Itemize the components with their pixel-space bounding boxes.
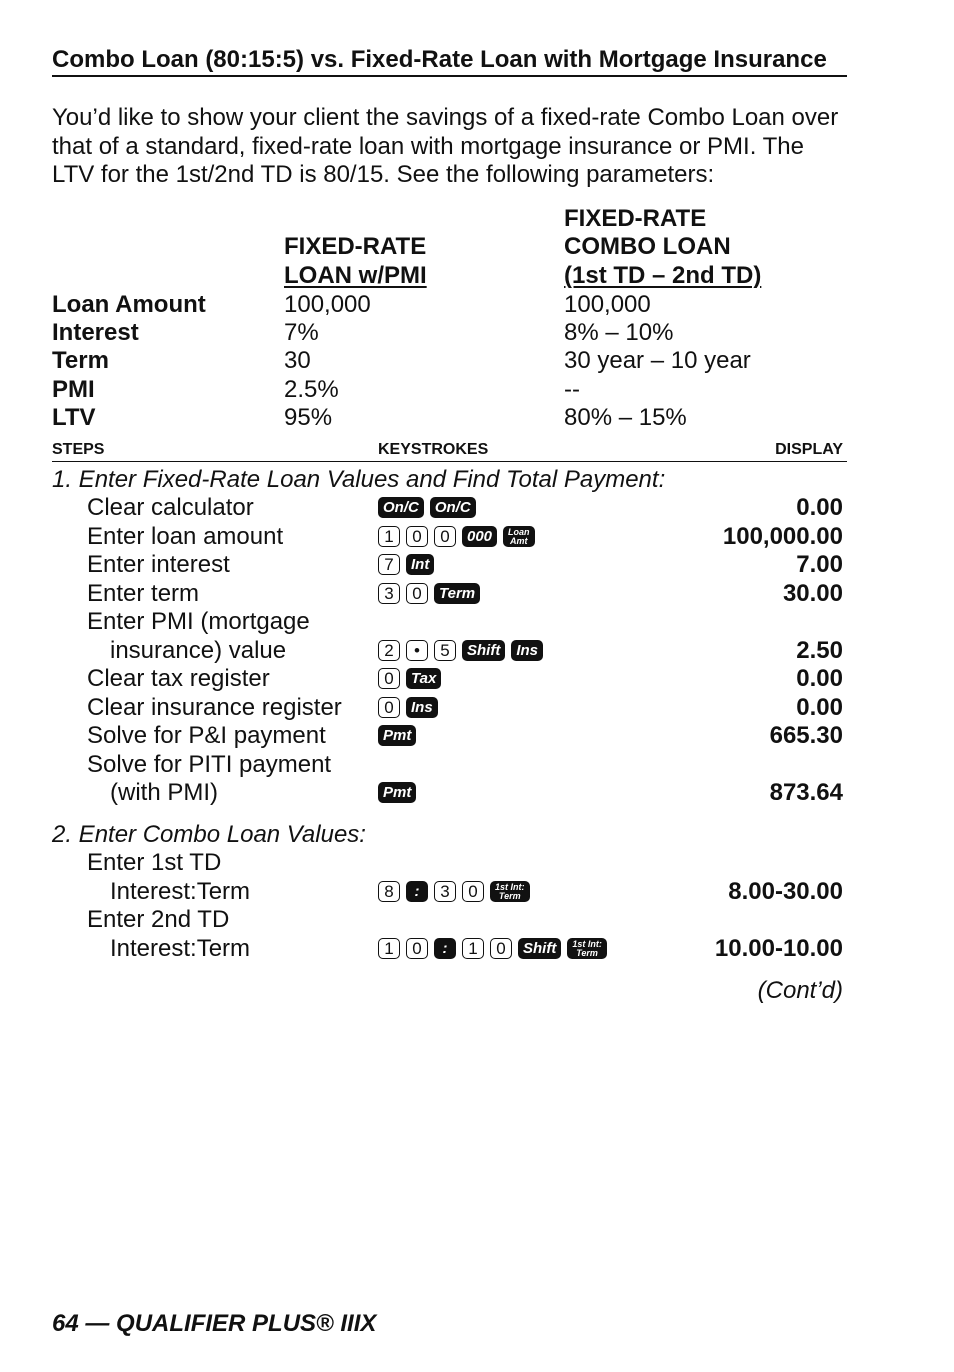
parameters-table: [52, 205, 847, 437]
step-row: [52, 906, 847, 935]
page-title: Combo Loan (80:15:5) vs. Fixed-Rate Loan with Mortgage Insurance: [52, 46, 847, 77]
param-value-fixed: 30: [284, 346, 311, 374]
param-label: Loan Amount: [52, 290, 206, 318]
key-ins-icon: Ins: [406, 697, 438, 718]
col2-header-line3: (1st TD – 2nd TD): [564, 261, 762, 289]
param-value-fixed: 100,000: [284, 290, 371, 318]
key-0-icon: 0: [462, 881, 484, 902]
step-row: [52, 779, 847, 808]
continued-note: (Cont’d): [757, 977, 843, 1004]
display-value: 665.30: [769, 722, 843, 749]
step-text: Enter 2nd TD: [87, 906, 230, 933]
col1-header-line1: FIXED-RATE: [284, 232, 427, 260]
key-shift-icon: Shift: [462, 640, 505, 661]
key-0-icon: 0: [434, 526, 456, 547]
key-0-icon: 0: [406, 938, 428, 959]
section1-steps: [52, 494, 847, 808]
param-label: PMI: [52, 375, 95, 403]
page: [52, 46, 847, 1023]
key-0-icon: 0: [406, 526, 428, 547]
key-0-icon: 0: [490, 938, 512, 959]
display-value: 0.00: [796, 693, 843, 721]
step-text: Enter 1st TD: [87, 849, 222, 876]
keystrokes-column-header: KEYSTROKES: [378, 440, 489, 458]
key-shift-icon: Shift: [518, 938, 561, 959]
step-text: Clear calculator: [87, 494, 254, 521]
key-3-icon: 3: [434, 881, 456, 902]
param-value-combo: 80% – 15%: [564, 403, 687, 431]
keystrokes: [378, 668, 441, 689]
param-value-combo: 8% – 10%: [564, 318, 674, 346]
key-tax-icon: Tax: [406, 668, 441, 689]
keystrokes: [378, 725, 416, 746]
param-value-combo: --: [564, 375, 580, 403]
key-1st-int-term-icon: 1st Int: Term: [567, 938, 607, 959]
key-2-icon: 2: [378, 640, 400, 661]
keystrokes: [378, 782, 416, 803]
display-column-header: DISPLAY: [775, 440, 843, 458]
key-1-icon: 1: [462, 938, 484, 959]
param-label: LTV: [52, 403, 96, 431]
step-row: [52, 751, 847, 780]
step-row: [52, 722, 847, 751]
key-7-icon: 7: [378, 554, 400, 575]
display-value: 8.00-30.00: [728, 877, 843, 905]
keystrokes: [378, 697, 438, 718]
step-text: Solve for PITI payment: [87, 750, 332, 778]
param-value-fixed: 2.5%: [284, 375, 339, 403]
step-text: Interest:Term: [110, 877, 251, 905]
step-text: Interest:Term: [110, 934, 251, 962]
keystrokes: [378, 881, 530, 902]
step-text: insurance) value: [110, 636, 287, 664]
step-text: Enter term: [87, 579, 200, 607]
key-ins-icon: Ins: [511, 640, 543, 661]
steps-header: [52, 441, 847, 462]
display-value: 0.00: [796, 494, 843, 521]
step-row: [52, 523, 847, 552]
key-1st-int-term-icon: 1st Int: Term: [490, 881, 530, 902]
key-pmt-icon: Pmt: [378, 725, 416, 746]
step-row: [52, 935, 847, 964]
key-1-icon: 1: [378, 938, 400, 959]
key-5-icon: 5: [434, 640, 456, 661]
param-value-fixed: 7%: [284, 318, 319, 346]
keystrokes: [378, 526, 535, 547]
display-value: 2.50: [796, 636, 843, 664]
intro-paragraph: You’d like to show your client the savings of a fixed-rate Combo Loan over that of a standard, fixed-rate loan with mortgage insurance or PMI. The LTV for the 1st/2nd TD is 80/15. See the following parameters:: [52, 104, 839, 188]
step-text: Clear insurance register: [87, 693, 342, 721]
step-row: [52, 665, 847, 694]
display-value: 100,000.00: [722, 522, 843, 550]
key-0-icon: 0: [378, 668, 400, 689]
key-0-icon: 0: [406, 583, 428, 604]
col1-header-line2: LOAN w/PMI: [284, 261, 427, 289]
key-3-icon: 3: [378, 583, 400, 604]
param-value-fixed: 95%: [284, 403, 333, 431]
key-decimal-icon: •: [406, 640, 428, 661]
key-int-icon: Int: [406, 554, 434, 575]
step-row: [52, 494, 847, 523]
param-label: Interest: [52, 318, 139, 346]
key-8-icon: 8: [378, 881, 400, 902]
section2-steps: [52, 849, 847, 963]
param-value-combo: 100,000: [564, 290, 651, 318]
step-row: [52, 608, 847, 637]
step-text: Enter interest: [87, 551, 230, 578]
param-label: Term: [52, 346, 109, 374]
key-colon-icon: :: [406, 881, 428, 902]
steps-column-header: STEPS: [52, 440, 105, 458]
key-term-icon: Term: [434, 583, 480, 604]
step-row: [52, 694, 847, 723]
keystrokes: [378, 640, 543, 661]
step-text: (with PMI): [110, 779, 218, 806]
step-row: [52, 637, 847, 666]
step-row: [52, 551, 847, 580]
col2-header-line1: FIXED-RATE: [564, 204, 707, 232]
display-value: 10.00-10.00: [714, 934, 843, 962]
step-row: [52, 849, 847, 878]
display-value: 0.00: [796, 665, 843, 692]
step-row: [52, 580, 847, 609]
key-0-icon: 0: [378, 697, 400, 718]
step-text: Enter PMI (mortgage: [87, 608, 310, 635]
key-on-c-icon: On/C: [378, 497, 424, 518]
keystrokes: [378, 497, 476, 518]
section-heading: 2. Enter Combo Loan Values:: [52, 820, 366, 848]
keystrokes: [378, 554, 434, 575]
key-colon-icon: :: [434, 938, 456, 959]
step-text: Clear tax register: [87, 665, 270, 692]
page-footer: 64 — QUALIFIER PLUS® IIIX: [52, 1310, 377, 1337]
col2-header-line2: COMBO LOAN: [564, 232, 731, 260]
step-text: Enter loan amount: [87, 522, 284, 550]
key-000-icon: 000: [462, 526, 497, 547]
step-row: [52, 878, 847, 907]
step-text: Solve for P&I payment: [87, 722, 326, 749]
param-value-combo: 30 year – 10 year: [564, 346, 751, 374]
display-value: 7.00: [796, 551, 843, 578]
keystrokes: [378, 938, 607, 959]
key-pmt-icon: Pmt: [378, 782, 416, 803]
key-1-icon: 1: [378, 526, 400, 547]
keystrokes: [378, 583, 480, 604]
section-heading: 1. Enter Fixed-Rate Loan Values and Find Total Payment:: [52, 465, 666, 493]
display-value: 30.00: [782, 579, 843, 607]
display-value: 873.64: [769, 779, 843, 806]
key-loan-amt-icon: Loan Amt: [503, 526, 535, 547]
key-on-c-icon: On/C: [430, 497, 476, 518]
